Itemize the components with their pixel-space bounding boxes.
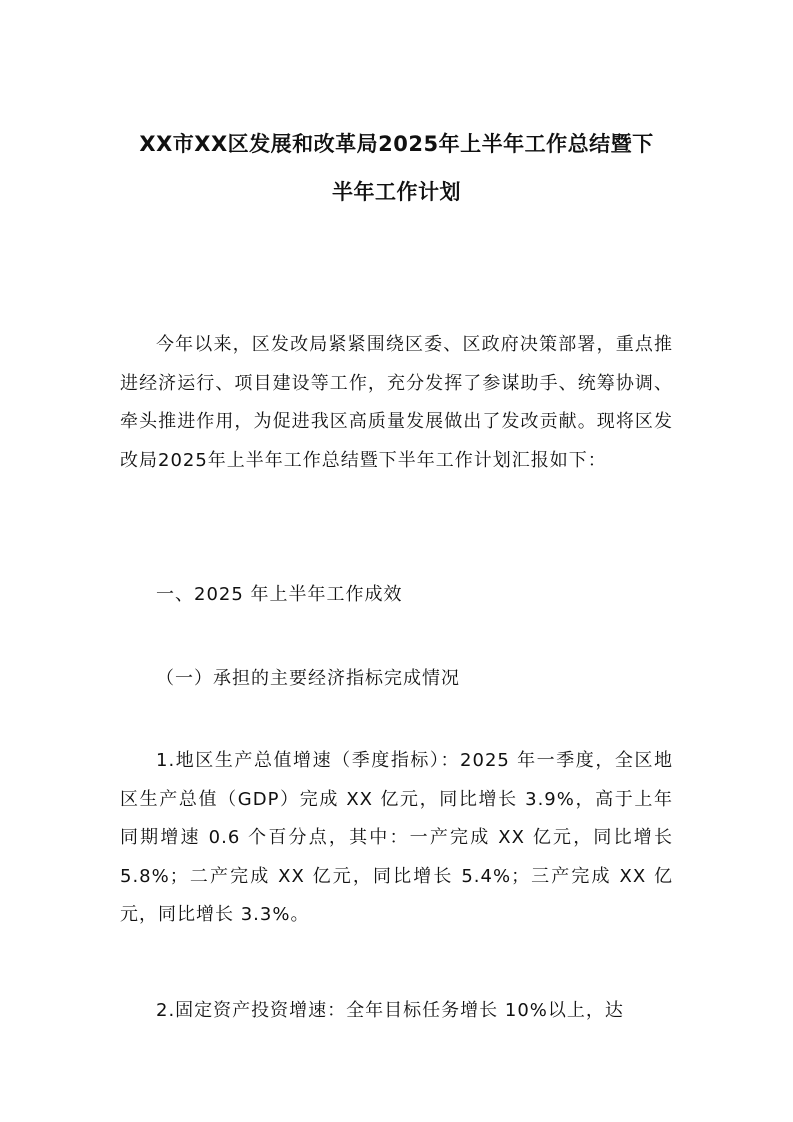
- investment-paragraph: 2.固定资产投资增速：全年目标任务增长 10%以上，达: [156, 1000, 624, 1021]
- gdp-paragraph: 1.地区生产总值增速（季度指标）：2025 年一季度，全区地区生产总值（GDP）完成 XX 亿元，同比增长 3.9%，高于上年同期增速 0.6 个百分点，其中：一产完成 XX 亿元，同比增长 5.8%；二产完成 XX 亿元，同比增长 5.4%；三产完成 XX 亿元，同比增长 3.3%。: [120, 750, 673, 926]
- section-heading: 一、2025 年上半年工作成效: [156, 584, 403, 605]
- document-title-line-2: 半年工作计划: [332, 180, 461, 204]
- document-title-line-1: XX市XX区发展和改革局2025年上半年工作总结暨下: [139, 132, 654, 156]
- intro-paragraph: 今年以来，区发改局紧紧围绕区委、区政府决策部署，重点推进经济运行、项目建设等工作，充分发挥了参谋助手、统筹协调、牵头推进作用，为促进我区高质量发展做出了发改贡献。现将区发改局2025年上半年工作总结暨下半年工作计划汇报如下：: [120, 334, 673, 471]
- subsection-heading: （一）承担的主要经济指标完成情况: [156, 668, 460, 689]
